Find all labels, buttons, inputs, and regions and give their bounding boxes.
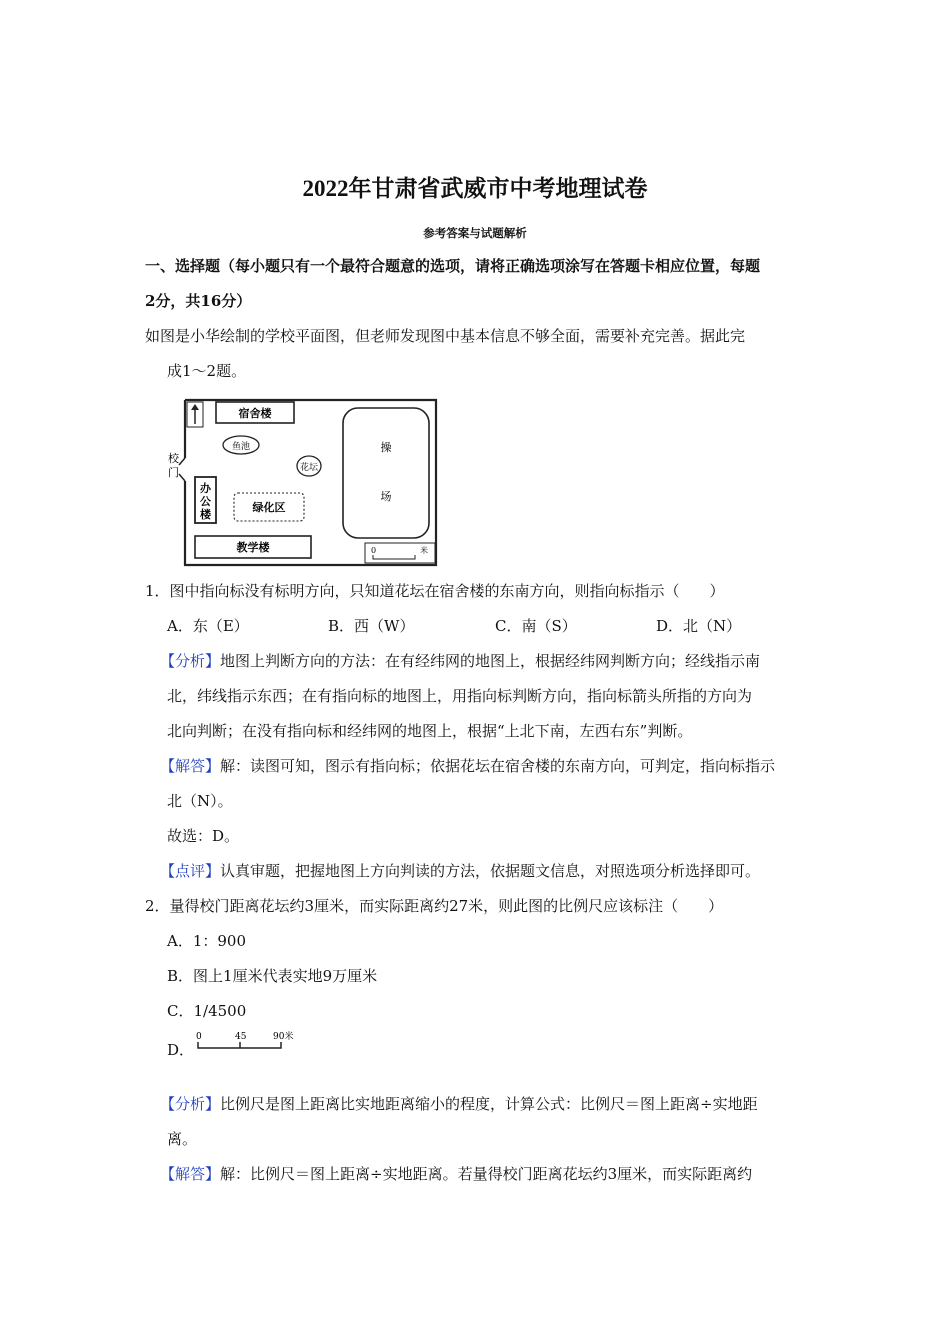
map-scale-zero: 0	[371, 546, 377, 555]
q1-stem: 1．图中指向标没有标明方向，只知道花坛在宿舍楼的东南方向，则指向标指示（ ）	[145, 582, 725, 600]
q2-option-c: C．1/4500	[167, 1002, 247, 1020]
office-label-1: 办	[200, 482, 211, 495]
answer-text: 解：读图可知，图示有指向标；依据花坛在宿舍楼的东南方向，可判定，指向标指示	[220, 757, 776, 775]
page-title: 2022年甘肃省武威市中考地理试卷	[302, 176, 648, 201]
gate-label-bottom: 门	[168, 466, 179, 479]
school-plan-map	[160, 393, 445, 571]
scale-label-90: 90米	[273, 1032, 294, 1042]
q2-stem: 2．量得校门距离花坛约3厘米，而实际距离约27米，则此图的比例尺应该标注（ ）	[145, 897, 724, 915]
playground	[343, 408, 429, 538]
analysis-text: 比例尺是图上距离比实地距离缩小的程度，计算公式：比例尺＝图上距离÷实地距	[220, 1095, 758, 1113]
q1-analysis-line3: 北向判断；在没有指向标和经纬网的地图上，根据“上北下南，左西右东”判断。	[167, 722, 693, 740]
office-label-3: 楼	[200, 508, 211, 521]
map-scale-unit: 米	[420, 546, 428, 555]
answer-text: 解：比例尺＝图上距离÷实地距离。若量得校门距离花坛约3厘米，而实际距离约	[220, 1165, 753, 1183]
q1-answer-line2: 北（N）。	[167, 792, 233, 810]
teaching-building-label: 教学楼	[236, 541, 270, 554]
q1-option-a: A．东（E）	[167, 617, 249, 635]
intro-line2: 成1～2题。	[167, 362, 247, 380]
analysis-tag: 【分析】	[160, 1095, 221, 1113]
comment-text: 认真审题，把握地图上方向判读的方法，依据题文信息，对照选项分析选择即可。	[220, 862, 761, 880]
analysis-text: 地图上判断方向的方法：在有经纬网的地图上，根据经纬网判断方向；经线指示南	[220, 652, 761, 670]
q2-option-d: D．	[167, 1041, 195, 1059]
q1-analysis-line1	[160, 651, 825, 671]
section-heading-line1: 一、选择题（每小题只有一个最符合题意的选项，请将正确选项涂写在答题卡相应位置，每题	[145, 257, 761, 275]
fish-pond-label: 鱼池	[231, 442, 251, 452]
scale-label-0: 0	[196, 1032, 202, 1042]
q2-option-a: A．1：900	[167, 932, 247, 950]
map-scale-bar	[373, 555, 415, 559]
flower-bed-label: 花坛	[299, 463, 319, 473]
q1-choice: 故选：D。	[167, 827, 240, 845]
playground-label-1: 操	[380, 441, 392, 454]
q1-comment	[160, 861, 825, 881]
q1-answer-line1	[160, 756, 825, 776]
scale-label-45: 45	[235, 1032, 247, 1042]
q1-option-c: C．南（S）	[495, 617, 577, 635]
comment-tag: 【点评】	[160, 862, 221, 880]
q2-analysis-line2: 离。	[167, 1130, 198, 1148]
gate-left	[179, 458, 185, 465]
q2-option-d-scale	[193, 1029, 303, 1053]
intro-line1: 如图是小华绘制的学校平面图，但老师发现图中基本信息不够全面，需要补充完善。据此完	[145, 327, 746, 345]
page-subtitle: 参考答案与试题解析	[423, 226, 527, 240]
gate-label-top: 校	[168, 452, 179, 465]
q1-option-b: B．西（W）	[328, 617, 415, 635]
section-heading-line2: 2分，共16分）	[145, 292, 252, 310]
q2-analysis-line1	[160, 1094, 825, 1114]
gate-right	[179, 474, 185, 481]
q1-option-d: D．北（N）	[656, 617, 742, 635]
answer-tag: 【解答】	[160, 757, 221, 775]
office-label-2: 公	[200, 495, 211, 508]
scale-bar	[198, 1042, 281, 1048]
q1-analysis-line2: 北，纬线指示东西；在有指向标的地图上，用指向标判断方向，指向标箭头所指的方向为	[167, 687, 753, 705]
q2-option-b: B．图上1厘米代表实地9万厘米	[167, 967, 378, 985]
dorm-label: 宿舍楼	[238, 407, 272, 420]
north-arrow-icon	[191, 404, 199, 410]
q2-answer-line1	[160, 1164, 825, 1184]
playground-label-2: 场	[380, 490, 392, 503]
analysis-tag: 【分析】	[160, 652, 221, 670]
answer-tag: 【解答】	[160, 1165, 221, 1183]
green-area-label: 绿化区	[252, 501, 286, 514]
